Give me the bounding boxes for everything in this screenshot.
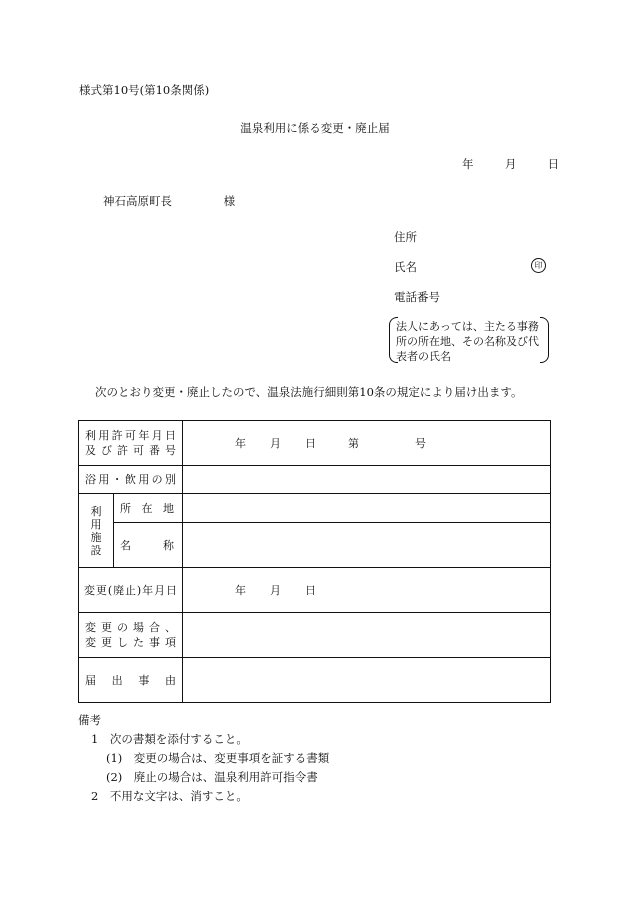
change-month: 月 <box>270 584 281 597</box>
permit-label-cell <box>79 421 183 466</box>
note-item-2: 2 不用な文字は、消すこと。 <box>91 789 248 803</box>
permit-month: 月 <box>270 437 281 450</box>
use-type-row <box>79 466 551 494</box>
changed-items-label-line1: 変更の場合、 <box>85 621 176 634</box>
notes-heading: 備考 <box>78 713 101 727</box>
reason-label-cell <box>79 658 183 703</box>
facility-name-value-cell <box>183 523 551 568</box>
corporation-note <box>389 317 549 361</box>
changed-items-row <box>79 613 551 658</box>
change-date-label: 変更(廃止)年月日 <box>84 583 177 597</box>
address-label: 住所 <box>394 230 417 244</box>
location-value-cell <box>183 494 551 523</box>
permit-go: 号 <box>415 437 426 450</box>
change-year: 年 <box>235 584 246 597</box>
location-label-cell <box>114 494 183 523</box>
name-label: 氏名 <box>394 260 417 274</box>
addressee-name: 神石高原町長 <box>103 194 172 208</box>
corporation-note-text: 法人にあっては、主たる事務所の所在地、その名称及び代表者の氏名 <box>396 320 539 363</box>
bracket-right <box>540 317 549 363</box>
phone-label: 電話番号 <box>394 290 440 304</box>
use-type-label-cell <box>79 466 183 494</box>
facility-label: 利用施設 <box>90 504 102 557</box>
note-item-1-sub-2: (2) 廃止の場合は、温泉利用許可指令書 <box>106 770 318 784</box>
date-year: 年 <box>462 157 474 171</box>
facility-name-label-cell <box>114 523 183 568</box>
permit-row <box>79 421 551 466</box>
use-type-value-cell <box>183 466 551 494</box>
intro-text: 次のとおり変更・廃止したので、温泉法施行細則第10条の規定により届け出ます。 <box>95 385 523 399</box>
addressee <box>103 193 235 209</box>
permit-year: 年 <box>235 437 246 450</box>
permit-label-line1: 利用許可年月日 <box>85 429 176 442</box>
permit-dai: 第 <box>348 437 359 450</box>
seal-mark: 印 <box>531 258 546 273</box>
permit-day: 日 <box>305 437 316 450</box>
form-table <box>78 420 551 703</box>
location-label: 所在地 <box>120 501 174 515</box>
change-date-label-cell <box>79 568 183 613</box>
facility-name-label: 名称 <box>120 538 174 552</box>
date-day: 日 <box>547 157 560 171</box>
note-item-1: 1 次の書類を添付すること。 <box>91 732 248 746</box>
use-type-label: 浴用・飲用の別 <box>85 473 176 486</box>
change-date-row <box>79 568 551 613</box>
changed-items-value-cell <box>183 613 551 658</box>
change-date-value-cell <box>183 568 551 613</box>
facility-name-row <box>79 523 551 568</box>
reason-value-cell <box>183 658 551 703</box>
document-title: 温泉利用に係る変更・廃止届 <box>240 121 390 135</box>
addressee-honorific: 様 <box>223 194 236 208</box>
permit-label-line2: 及び許可番号 <box>85 444 176 457</box>
reason-row <box>79 658 551 703</box>
facility-label-cell <box>79 494 114 568</box>
facility-location-row <box>79 494 551 523</box>
note-item-1-sub-1: (1) 変更の場合は、変更事項を証する書類 <box>106 751 330 765</box>
date-line <box>462 156 559 172</box>
date-month: 月 <box>504 157 517 171</box>
changed-items-label-cell <box>79 613 183 658</box>
change-day: 日 <box>305 584 316 597</box>
form-number: 様式第10号(第10条関係) <box>79 83 210 97</box>
reason-label: 届出事由 <box>85 673 176 687</box>
changed-items-label-line2: 変更した事項 <box>85 636 176 649</box>
permit-value-cell <box>183 421 551 466</box>
